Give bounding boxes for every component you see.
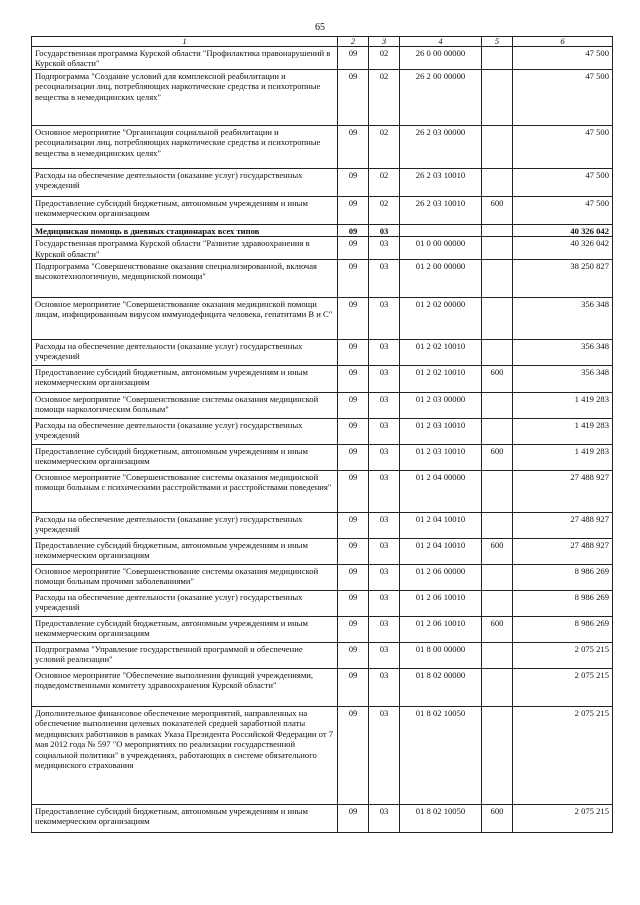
row-name-cell: Предоставление субсидий бюджетным, автономным учреждениям и иным некоммерческим организациям <box>32 196 338 224</box>
row-name-cell: Предоставление субсидий бюджетным, автономным учреждениям и иным некоммерческим организациям <box>32 366 338 393</box>
header-row <box>32 37 613 47</box>
row-section-cell: 09 <box>338 237 369 260</box>
header-col-section: 2 <box>338 37 369 47</box>
row-subsection-cell: 03 <box>369 419 400 445</box>
row-expense-type-cell <box>482 513 513 539</box>
table-row <box>32 196 613 224</box>
row-subsection-cell: 03 <box>369 445 400 471</box>
row-section-cell: 09 <box>338 125 369 168</box>
table-row <box>32 565 613 591</box>
row-amount-cell: 47 500 <box>513 168 613 196</box>
row-section-cell: 09 <box>338 669 369 707</box>
row-subsection-cell: 03 <box>369 643 400 669</box>
row-expense-type-cell <box>482 298 513 340</box>
row-subsection-cell: 03 <box>369 224 400 236</box>
row-name-cell: Подпрограмма "Управление государственной программой и обеспечение условий реализации" <box>32 643 338 669</box>
row-subsection-cell: 03 <box>369 617 400 643</box>
table-row <box>32 513 613 539</box>
row-section-cell: 09 <box>338 196 369 224</box>
row-amount-cell: 40 326 042 <box>513 224 613 236</box>
row-section-cell: 09 <box>338 168 369 196</box>
row-section-cell: 09 <box>338 565 369 591</box>
row-amount-cell: 8 986 269 <box>513 617 613 643</box>
table-row <box>32 298 613 340</box>
row-amount-cell: 2 075 215 <box>513 707 613 805</box>
row-subsection-cell: 02 <box>369 125 400 168</box>
row-subsection-cell: 03 <box>369 591 400 617</box>
row-section-cell: 09 <box>338 224 369 236</box>
row-section-cell: 09 <box>338 419 369 445</box>
row-target-article-cell: 01 2 03 00000 <box>400 393 482 419</box>
row-subsection-cell: 02 <box>369 69 400 125</box>
row-expense-type-cell <box>482 260 513 298</box>
row-target-article-cell <box>400 224 482 236</box>
header-col-target-article: 4 <box>400 37 482 47</box>
row-expense-type-cell <box>482 237 513 260</box>
row-amount-cell: 2 075 215 <box>513 643 613 669</box>
table-row <box>32 805 613 833</box>
row-subsection-cell: 02 <box>369 168 400 196</box>
row-target-article-cell: 01 2 04 10010 <box>400 513 482 539</box>
row-target-article-cell: 01 2 00 00000 <box>400 260 482 298</box>
table-row <box>32 471 613 513</box>
row-target-article-cell: 01 2 03 10010 <box>400 445 482 471</box>
row-amount-cell: 1 419 283 <box>513 419 613 445</box>
row-target-article-cell: 01 8 00 00000 <box>400 643 482 669</box>
row-expense-type-cell: 600 <box>482 366 513 393</box>
row-section-cell: 09 <box>338 591 369 617</box>
row-section-cell: 09 <box>338 643 369 669</box>
row-subsection-cell: 03 <box>369 298 400 340</box>
row-target-article-cell: 01 2 04 10010 <box>400 539 482 565</box>
table-row <box>32 340 613 366</box>
row-name-cell: Основное мероприятие "Совершенствование системы оказания медицинской помощи наркологическим больным" <box>32 393 338 419</box>
row-amount-cell: 27 488 927 <box>513 513 613 539</box>
row-amount-cell: 8 986 269 <box>513 591 613 617</box>
table-row <box>32 393 613 419</box>
row-name-cell: Расходы на обеспечение деятельности (оказание услуг) государственных учреждений <box>32 513 338 539</box>
row-amount-cell: 8 986 269 <box>513 565 613 591</box>
row-section-cell: 09 <box>338 298 369 340</box>
row-subsection-cell: 03 <box>369 366 400 393</box>
header-col-name: 1 <box>32 37 338 47</box>
table-row <box>32 539 613 565</box>
table-row <box>32 237 613 260</box>
row-amount-cell: 40 326 042 <box>513 237 613 260</box>
row-expense-type-cell <box>482 340 513 366</box>
row-section-cell: 09 <box>338 340 369 366</box>
row-amount-cell: 356 348 <box>513 366 613 393</box>
row-target-article-cell: 26 2 00 00000 <box>400 69 482 125</box>
table-row <box>32 224 613 236</box>
row-subsection-cell: 03 <box>369 340 400 366</box>
row-section-cell: 09 <box>338 617 369 643</box>
table-row <box>32 260 613 298</box>
row-amount-cell: 47 500 <box>513 196 613 224</box>
row-name-cell: Расходы на обеспечение деятельности (оказание услуг) государственных учреждений <box>32 591 338 617</box>
row-name-cell: Предоставление субсидий бюджетным, автономным учреждениям и иным некоммерческим организациям <box>32 617 338 643</box>
row-target-article-cell: 01 2 04 00000 <box>400 471 482 513</box>
row-target-article-cell: 26 2 03 00000 <box>400 125 482 168</box>
row-target-article-cell: 01 8 02 10050 <box>400 707 482 805</box>
table-row <box>32 643 613 669</box>
row-target-article-cell: 26 0 00 00000 <box>400 47 482 70</box>
table-row <box>32 445 613 471</box>
row-expense-type-cell <box>482 69 513 125</box>
table-row <box>32 168 613 196</box>
row-target-article-cell: 01 8 02 00000 <box>400 669 482 707</box>
row-name-cell: Подпрограмма "Совершенствование оказания специализированной, включая высокотехнологичную, медицинской помощи" <box>32 260 338 298</box>
row-target-article-cell: 26 2 03 10010 <box>400 168 482 196</box>
row-amount-cell: 47 500 <box>513 125 613 168</box>
row-name-cell: Предоставление субсидий бюджетным, автономным учреждениям и иным некоммерческим организациям <box>32 805 338 833</box>
row-amount-cell: 356 348 <box>513 298 613 340</box>
row-amount-cell: 2 075 215 <box>513 805 613 833</box>
row-section-cell: 09 <box>338 366 369 393</box>
row-amount-cell: 38 250 827 <box>513 260 613 298</box>
row-amount-cell: 1 419 283 <box>513 393 613 419</box>
row-amount-cell: 47 500 <box>513 69 613 125</box>
row-section-cell: 09 <box>338 47 369 70</box>
table-row <box>32 47 613 70</box>
row-subsection-cell: 03 <box>369 805 400 833</box>
row-expense-type-cell: 600 <box>482 805 513 833</box>
row-expense-type-cell: 600 <box>482 617 513 643</box>
row-subsection-cell: 03 <box>369 393 400 419</box>
row-section-cell: 09 <box>338 539 369 565</box>
page-number: 65 <box>315 22 325 33</box>
row-target-article-cell: 01 2 02 10010 <box>400 366 482 393</box>
row-name-cell: Дополнительное финансовое обеспечение мероприятий, направленных на обеспечение выполнения целевых показателей средней заработной платы медицинских работников в рамках Указа Президента Российской Федерации от 7 мая 2012 года № 597 "О мероприятиях по реализации государственной социальной политики" в учреждениях, работающих в системе обязательного медицинского страхования <box>32 707 338 805</box>
row-section-cell: 09 <box>338 445 369 471</box>
row-section-cell: 09 <box>338 69 369 125</box>
row-target-article-cell: 01 0 00 00000 <box>400 237 482 260</box>
row-subsection-cell: 02 <box>369 196 400 224</box>
table-row <box>32 669 613 707</box>
table-row <box>32 125 613 168</box>
row-expense-type-cell: 600 <box>482 196 513 224</box>
row-subsection-cell: 03 <box>369 237 400 260</box>
row-name-cell: Основное мероприятие "Совершенствование системы оказания медицинской помощи больным прочими заболеваниями" <box>32 565 338 591</box>
row-section-cell: 09 <box>338 260 369 298</box>
table-row <box>32 707 613 805</box>
row-subsection-cell: 03 <box>369 669 400 707</box>
row-section-cell: 09 <box>338 513 369 539</box>
row-amount-cell: 47 500 <box>513 47 613 70</box>
row-name-cell: Расходы на обеспечение деятельности (оказание услуг) государственных учреждений <box>32 419 338 445</box>
row-expense-type-cell <box>482 471 513 513</box>
row-name-cell: Подпрограмма "Создание условий для комплексной реабилитации и ресоциализации лиц, потребляющих наркотические средства и психотропные вещества в немедицинских целях" <box>32 69 338 125</box>
row-subsection-cell: 03 <box>369 471 400 513</box>
row-name-cell: Основное мероприятие "Совершенствование оказания медицинской помощи лицам, инфицированным вирусом иммунодефицита человека, гепатитами В и С" <box>32 298 338 340</box>
row-name-cell: Предоставление субсидий бюджетным, автономным учреждениям и иным некоммерческим организациям <box>32 539 338 565</box>
row-target-article-cell: 01 2 03 10010 <box>400 419 482 445</box>
row-amount-cell: 27 488 927 <box>513 471 613 513</box>
row-expense-type-cell <box>482 47 513 70</box>
row-expense-type-cell <box>482 393 513 419</box>
row-target-article-cell: 01 8 02 10050 <box>400 805 482 833</box>
row-section-cell: 09 <box>338 707 369 805</box>
row-name-cell: Расходы на обеспечение деятельности (оказание услуг) государственных учреждений <box>32 340 338 366</box>
table-row <box>32 591 613 617</box>
row-expense-type-cell <box>482 643 513 669</box>
row-amount-cell: 27 488 927 <box>513 539 613 565</box>
table-row <box>32 366 613 393</box>
row-name-cell: Основное мероприятие "Совершенствование системы оказания медицинской помощи больным с психическими расстройствами и расстройствами поведения" <box>32 471 338 513</box>
row-expense-type-cell <box>482 224 513 236</box>
table-row <box>32 419 613 445</box>
row-expense-type-cell: 600 <box>482 539 513 565</box>
row-target-article-cell: 01 2 06 10010 <box>400 617 482 643</box>
header-col-expense-type: 5 <box>482 37 513 47</box>
row-section-cell: 09 <box>338 805 369 833</box>
row-target-article-cell: 01 2 02 00000 <box>400 298 482 340</box>
row-name-cell: Основное мероприятие "Обеспечение выполнения функций учреждениями, подведомственными комитету здравоохранения Курской области" <box>32 669 338 707</box>
table-row <box>32 617 613 643</box>
row-subsection-cell: 03 <box>369 260 400 298</box>
row-expense-type-cell <box>482 419 513 445</box>
row-name-cell: Государственная программа Курской области "Развитие здравоохранения в Курской области" <box>32 237 338 260</box>
row-name-cell: Государственная программа Курской области "Профилактика правонарушений в Курской области" <box>32 47 338 70</box>
row-target-article-cell: 26 2 03 10010 <box>400 196 482 224</box>
row-target-article-cell: 01 2 06 00000 <box>400 565 482 591</box>
row-name-cell: Основное мероприятие "Организация социальной реабилитации и ресоциализации лиц, потребляющих наркотические средства и психотропные вещества в немедицинских целях" <box>32 125 338 168</box>
row-target-article-cell: 01 2 06 10010 <box>400 591 482 617</box>
row-name-cell: Предоставление субсидий бюджетным, автономным учреждениям и иным некоммерческим организациям <box>32 445 338 471</box>
row-subsection-cell: 02 <box>369 47 400 70</box>
row-expense-type-cell: 600 <box>482 445 513 471</box>
row-target-article-cell: 01 2 02 10010 <box>400 340 482 366</box>
row-expense-type-cell <box>482 125 513 168</box>
row-subsection-cell: 03 <box>369 707 400 805</box>
row-name-cell: Расходы на обеспечение деятельности (оказание услуг) государственных учреждений <box>32 168 338 196</box>
row-name-cell: Медицинская помощь в дневных стационарах всех типов <box>32 224 338 236</box>
row-expense-type-cell <box>482 565 513 591</box>
budget-table <box>31 36 613 833</box>
row-subsection-cell: 03 <box>369 539 400 565</box>
row-subsection-cell: 03 <box>369 565 400 591</box>
table-row <box>32 69 613 125</box>
row-amount-cell: 2 075 215 <box>513 669 613 707</box>
row-subsection-cell: 03 <box>369 513 400 539</box>
header-col-amount: 6 <box>513 37 613 47</box>
row-expense-type-cell <box>482 707 513 805</box>
row-expense-type-cell <box>482 168 513 196</box>
header-col-subsection: 3 <box>369 37 400 47</box>
row-expense-type-cell <box>482 591 513 617</box>
row-section-cell: 09 <box>338 471 369 513</box>
row-amount-cell: 1 419 283 <box>513 445 613 471</box>
row-amount-cell: 356 348 <box>513 340 613 366</box>
row-section-cell: 09 <box>338 393 369 419</box>
row-expense-type-cell <box>482 669 513 707</box>
